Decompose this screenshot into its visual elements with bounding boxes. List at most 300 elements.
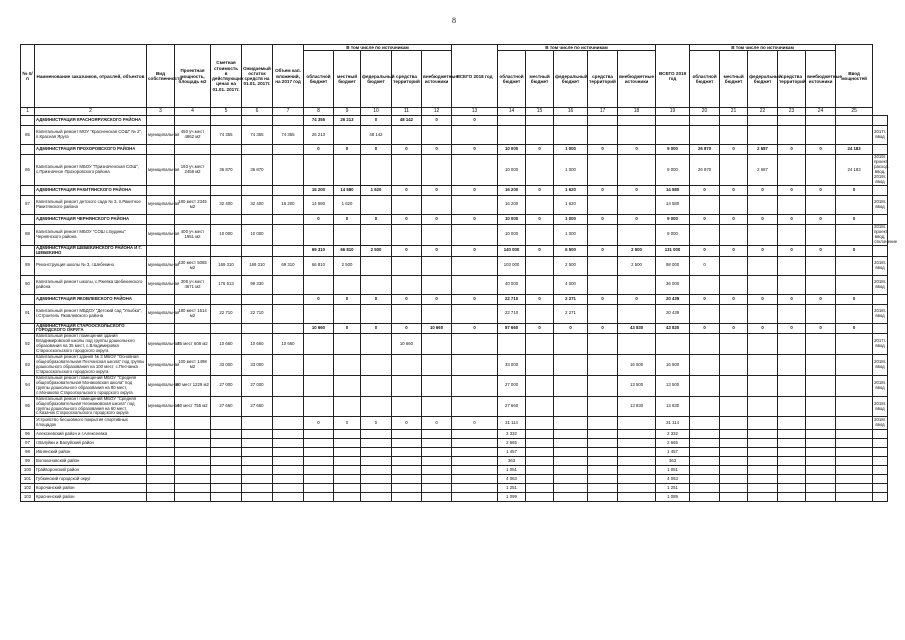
value-cell: 0: [690, 214, 720, 224]
value-cell: [526, 116, 554, 126]
value-cell: [392, 355, 422, 376]
row-commission: [873, 323, 888, 334]
value-cell: [806, 457, 836, 466]
value-cell: [498, 334, 526, 355]
value-cell: 0: [748, 323, 778, 334]
row-commission: [873, 439, 888, 448]
row-number: 99: [21, 457, 35, 466]
row-commission: [873, 457, 888, 466]
row-capacity: [175, 475, 211, 484]
value-cell: [273, 484, 304, 493]
value-cell: 0: [422, 214, 452, 224]
value-cell: [211, 457, 242, 466]
value-cell: [554, 126, 588, 145]
value-cell: [554, 448, 588, 457]
value-cell: 169 310: [211, 256, 242, 275]
value-cell: [304, 493, 334, 502]
value-cell: [361, 475, 392, 484]
value-cell: [422, 355, 452, 376]
table-row: [21, 275, 888, 294]
value-cell: [334, 304, 361, 323]
value-cell: [273, 214, 304, 224]
value-cell: 0: [304, 417, 334, 430]
value-cell: [361, 484, 392, 493]
row-commission: 2018г. ввод: [873, 417, 888, 430]
column-number: 22: [748, 108, 778, 116]
value-cell: 2 500: [361, 245, 392, 256]
table-row: [21, 493, 888, 502]
value-cell: [361, 457, 392, 466]
value-cell: [806, 430, 836, 439]
value-cell: [242, 493, 273, 502]
value-cell: 0: [588, 294, 618, 304]
table-body: [21, 116, 898, 502]
value-cell: [361, 396, 392, 417]
value-cell: [273, 294, 304, 304]
row-capacity: [175, 245, 211, 256]
row-commission: 2018г. ввод: [873, 355, 888, 376]
value-cell: 4 000: [554, 275, 588, 294]
row-capacity: [175, 185, 211, 195]
row-name: Корочанский район: [35, 484, 147, 493]
value-cell: 10 000: [242, 224, 273, 245]
value-cell: [554, 355, 588, 376]
value-cell: 2 500: [618, 245, 656, 256]
value-cell: [334, 484, 361, 493]
row-ownership: [147, 185, 175, 195]
value-cell: [806, 224, 836, 245]
header-source: внебюджетные источники: [806, 51, 836, 108]
value-cell: [806, 334, 836, 355]
row-ownership: муниципальная: [147, 334, 175, 355]
value-cell: [526, 493, 554, 502]
value-cell: [618, 466, 656, 475]
value-cell: [588, 224, 618, 245]
value-cell: [361, 195, 392, 214]
value-cell: 32 400: [242, 195, 273, 214]
value-cell: [720, 155, 748, 186]
row-ownership: муниципальная: [147, 195, 175, 214]
value-cell: [304, 275, 334, 294]
header-src-group: В том числе по источникам: [304, 45, 452, 51]
row-commission: 2018г. проект. ввод, отклонение: [874, 223, 898, 244]
value-cell: [778, 439, 806, 448]
row-commission: [873, 116, 888, 126]
value-cell: [748, 304, 778, 323]
value-cell: [588, 430, 618, 439]
value-cell: 0: [361, 417, 392, 430]
row-capacity: 193 уч.мест 2458 м2: [175, 155, 211, 186]
row-number: 96: [21, 430, 35, 439]
value-cell: [422, 484, 452, 493]
value-cell: [526, 275, 554, 294]
value-cell: [334, 334, 361, 355]
value-cell: [361, 155, 392, 186]
row-ownership: [147, 457, 175, 466]
table-row: [21, 323, 888, 334]
row-name: Капитальный ремонт МОУ "Красненская СОШ" № 2", п.Красная Яруга: [35, 126, 147, 145]
value-cell: [526, 475, 554, 484]
row-ownership: [147, 430, 175, 439]
value-cell: 0: [748, 185, 778, 195]
value-cell: [211, 448, 242, 457]
value-cell: 140 000: [498, 245, 526, 256]
table-row: [21, 457, 888, 466]
row-capacity: [175, 116, 211, 126]
value-cell: [304, 375, 334, 396]
value-cell: [778, 475, 806, 484]
row-commission: [873, 484, 888, 493]
value-cell: [334, 466, 361, 475]
value-cell: [720, 334, 748, 355]
value-cell: [618, 475, 656, 484]
value-cell: 0: [720, 214, 748, 224]
value-cell: [806, 304, 836, 323]
value-cell: [720, 493, 748, 502]
row-capacity: [175, 484, 211, 493]
value-cell: [748, 430, 778, 439]
value-cell: [748, 417, 778, 430]
row-capacity: [175, 448, 211, 457]
header-src-group: В том числе по источникам: [498, 45, 656, 51]
row-number: 91: [21, 304, 35, 323]
value-cell: [422, 334, 452, 355]
row-capacity: 60 мест 755 м2: [175, 396, 211, 417]
value-cell: [273, 448, 304, 457]
value-cell: 0: [526, 294, 554, 304]
value-cell: 10 660: [392, 334, 422, 355]
value-cell: [806, 493, 836, 502]
value-cell: [392, 304, 422, 323]
value-cell: 10 660: [211, 334, 242, 355]
value-cell: [304, 457, 334, 466]
page-number: 8: [452, 16, 456, 25]
value-cell: 0: [806, 185, 836, 195]
value-cell: 31 114: [498, 417, 526, 430]
row-number: 94: [21, 375, 35, 396]
value-cell: [618, 275, 656, 294]
row-capacity: [175, 466, 211, 475]
value-cell: [422, 375, 452, 396]
row-capacity: [175, 417, 211, 430]
value-cell: 74 355: [211, 126, 242, 145]
table-row: [21, 195, 888, 214]
value-cell: [273, 245, 304, 256]
value-cell: 0: [304, 294, 334, 304]
value-cell: 74 355: [304, 116, 334, 126]
column-number: 10: [361, 108, 392, 116]
value-cell: [618, 155, 656, 186]
row-commission: [873, 145, 888, 155]
value-cell: 1 457: [656, 448, 690, 457]
value-cell: [806, 417, 836, 430]
value-cell: 74 355: [273, 126, 304, 145]
value-cell: [690, 457, 720, 466]
value-cell: [588, 466, 618, 475]
row-capacity: [175, 457, 211, 466]
row-ownership: муниципальная: [147, 355, 175, 376]
value-cell: [720, 256, 748, 275]
value-cell: 22 710: [211, 304, 242, 323]
row-name: Капитальный ремонт детского сада № 3, п.Ракитное Ракитянского района: [35, 195, 147, 214]
value-cell: [588, 448, 618, 457]
value-cell: 10 660: [242, 334, 273, 355]
value-cell: [836, 195, 873, 214]
value-cell: [720, 126, 748, 145]
value-cell: [242, 116, 273, 126]
value-cell: 13 830: [656, 396, 690, 417]
value-cell: [304, 475, 334, 484]
value-cell: [690, 466, 720, 475]
value-cell: [361, 256, 392, 275]
value-cell: 131 000: [656, 245, 690, 256]
row-name: Волоконовский район: [35, 457, 147, 466]
table-row: [21, 294, 888, 304]
row-commission: 2018г. ввод: [873, 275, 888, 294]
value-cell: 36 000: [656, 275, 690, 294]
value-cell: 0: [422, 245, 452, 256]
value-cell: 0: [618, 214, 656, 224]
row-ownership: муниципальная: [147, 275, 175, 294]
table-row: [21, 466, 888, 475]
value-cell: [618, 195, 656, 214]
value-cell: [554, 396, 588, 417]
column-number: 19: [656, 108, 690, 116]
value-cell: [588, 304, 618, 323]
table-row: [21, 304, 888, 323]
value-cell: [588, 475, 618, 484]
value-cell: 0: [588, 245, 618, 256]
value-cell: 0: [361, 116, 392, 126]
value-cell: 4 063: [656, 475, 690, 484]
value-cell: [690, 493, 720, 502]
row-capacity: 308 уч.мест 4671 м2: [175, 275, 211, 294]
value-cell: 24 183: [836, 145, 873, 155]
value-cell: 9 000: [656, 145, 690, 155]
value-cell: [334, 475, 361, 484]
table-row: [21, 245, 888, 256]
row-capacity: 450 уч.мест 4862 м2: [175, 126, 211, 145]
value-cell: 0: [452, 116, 498, 126]
value-cell: [656, 116, 690, 126]
table-row: [21, 439, 888, 448]
header-source: местный бюджет: [334, 51, 361, 108]
value-cell: [452, 430, 498, 439]
value-cell: 0: [526, 323, 554, 334]
value-cell: [806, 126, 836, 145]
row-ownership: муниципальная: [147, 304, 175, 323]
value-cell: 0: [720, 185, 748, 195]
value-cell: 27 000: [211, 375, 242, 396]
value-cell: [392, 256, 422, 275]
value-cell: [778, 126, 806, 145]
table-row: [21, 355, 888, 376]
value-cell: [720, 275, 748, 294]
value-cell: 0: [452, 185, 498, 195]
value-cell: 22 710: [498, 294, 526, 304]
row-number: [21, 214, 35, 224]
value-cell: 0: [720, 245, 748, 256]
column-number: 11: [392, 108, 422, 116]
value-cell: 10 000: [498, 224, 526, 245]
value-cell: [526, 304, 554, 323]
value-cell: 363: [656, 457, 690, 466]
header-source: внебюджетные источники: [618, 51, 656, 108]
value-cell: [242, 245, 273, 256]
value-cell: [422, 224, 452, 245]
row-ownership: муниципальная: [147, 375, 175, 396]
table-row: [21, 256, 888, 275]
header-source: областной бюджет: [498, 51, 526, 108]
column-number: 2: [35, 108, 147, 116]
value-cell: 0: [334, 323, 361, 334]
value-cell: [618, 417, 656, 430]
value-cell: [452, 155, 498, 186]
value-cell: 27 000: [242, 375, 273, 396]
value-cell: [778, 116, 806, 126]
row-capacity: 100 мест 1498 м2: [175, 355, 211, 376]
row-ownership: [147, 116, 175, 126]
value-cell: 27 660: [498, 396, 526, 417]
value-cell: 0: [334, 294, 361, 304]
value-cell: 0: [526, 214, 554, 224]
header-source: федеральный бюджет: [554, 51, 588, 108]
row-capacity: 35 мест 608 м2: [175, 334, 211, 355]
value-cell: [452, 466, 498, 475]
value-cell: 0: [778, 214, 806, 224]
row-ownership: муниципальная: [147, 396, 175, 417]
value-cell: [778, 224, 806, 245]
value-cell: [588, 155, 618, 186]
value-cell: 10 660: [422, 323, 452, 334]
value-cell: 22 710: [242, 304, 273, 323]
value-cell: 2 500: [618, 256, 656, 275]
value-cell: [554, 116, 588, 126]
value-cell: [242, 484, 273, 493]
value-cell: [273, 375, 304, 396]
value-cell: [690, 304, 720, 323]
value-cell: [836, 275, 873, 294]
column-number: 3: [147, 108, 175, 116]
value-cell: 2 271: [554, 294, 588, 304]
value-cell: [690, 195, 720, 214]
value-cell: [720, 430, 748, 439]
row-ownership: [147, 245, 175, 256]
header-source: федеральный бюджет: [748, 51, 778, 108]
column-number: 20: [690, 108, 720, 116]
value-cell: [554, 439, 588, 448]
column-number: 23: [778, 108, 806, 116]
value-cell: 0: [422, 145, 452, 155]
value-cell: 6 500: [554, 245, 588, 256]
value-cell: [806, 475, 836, 484]
value-cell: [526, 355, 554, 376]
value-cell: [748, 195, 778, 214]
value-cell: 0: [836, 245, 873, 256]
row-commission: [873, 493, 888, 502]
value-cell: [836, 439, 873, 448]
row-capacity: 430 мест 5065 м2: [175, 256, 211, 275]
value-cell: [554, 466, 588, 475]
value-cell: [334, 355, 361, 376]
header-source: областной бюджет: [304, 51, 334, 108]
value-cell: 1 089: [656, 493, 690, 502]
value-cell: [211, 323, 242, 334]
value-cell: 14 580: [656, 195, 690, 214]
value-cell: 13 830: [618, 396, 656, 417]
value-cell: [526, 375, 554, 396]
row-name: Капитальный ремонт МБОУ "СОШ с.Будины" Чернянского района: [35, 224, 147, 245]
value-cell: [361, 430, 392, 439]
value-cell: [720, 448, 748, 457]
value-cell: [211, 484, 242, 493]
value-cell: [422, 439, 452, 448]
row-number: [21, 145, 35, 155]
value-cell: [588, 484, 618, 493]
value-cell: [618, 493, 656, 502]
column-number: 1: [21, 108, 35, 116]
value-cell: [690, 448, 720, 457]
value-cell: [748, 493, 778, 502]
row-commission: 2017г. ввод: [873, 126, 888, 145]
row-ownership: муниципальная: [147, 224, 175, 245]
value-cell: [273, 457, 304, 466]
row-capacity: [175, 145, 211, 155]
value-cell: [748, 334, 778, 355]
value-cell: [554, 334, 588, 355]
value-cell: 24 183: [836, 155, 873, 186]
value-cell: [588, 256, 618, 275]
value-cell: 0: [554, 323, 588, 334]
value-cell: 1 620: [334, 195, 361, 214]
value-cell: [748, 466, 778, 475]
value-cell: 1 000: [554, 155, 588, 186]
value-cell: [452, 475, 498, 484]
row-name: г.Валуйки и Валуйский район: [35, 439, 147, 448]
value-cell: 13 500: [618, 375, 656, 396]
value-cell: [452, 493, 498, 502]
value-cell: [526, 417, 554, 430]
value-cell: [720, 116, 748, 126]
row-name: АДМИНИСТРАЦИЯ ШЕБЕКИНСКОГО РАЙОНА И Г. ШЕБЕКИНО: [35, 245, 147, 256]
value-cell: [334, 375, 361, 396]
value-cell: [452, 457, 498, 466]
value-cell: [554, 375, 588, 396]
value-cell: [273, 493, 304, 502]
value-cell: 0: [452, 294, 498, 304]
value-cell: [361, 304, 392, 323]
value-cell: [618, 334, 656, 355]
column-number: 15: [526, 108, 554, 116]
value-cell: 0: [806, 145, 836, 155]
value-cell: [748, 256, 778, 275]
value-cell: [836, 334, 873, 355]
value-cell: [526, 448, 554, 457]
value-cell: [836, 466, 873, 475]
row-capacity: [175, 294, 211, 304]
row-number: 85: [21, 126, 35, 145]
column-number: 24: [806, 108, 836, 116]
value-cell: [392, 275, 422, 294]
value-cell: [273, 430, 304, 439]
row-number: 101: [21, 475, 35, 484]
value-cell: [498, 126, 526, 145]
value-cell: 2 332: [498, 430, 526, 439]
row-number: 95: [21, 396, 35, 417]
value-cell: [778, 375, 806, 396]
value-cell: 1 051: [656, 466, 690, 475]
value-cell: [554, 457, 588, 466]
